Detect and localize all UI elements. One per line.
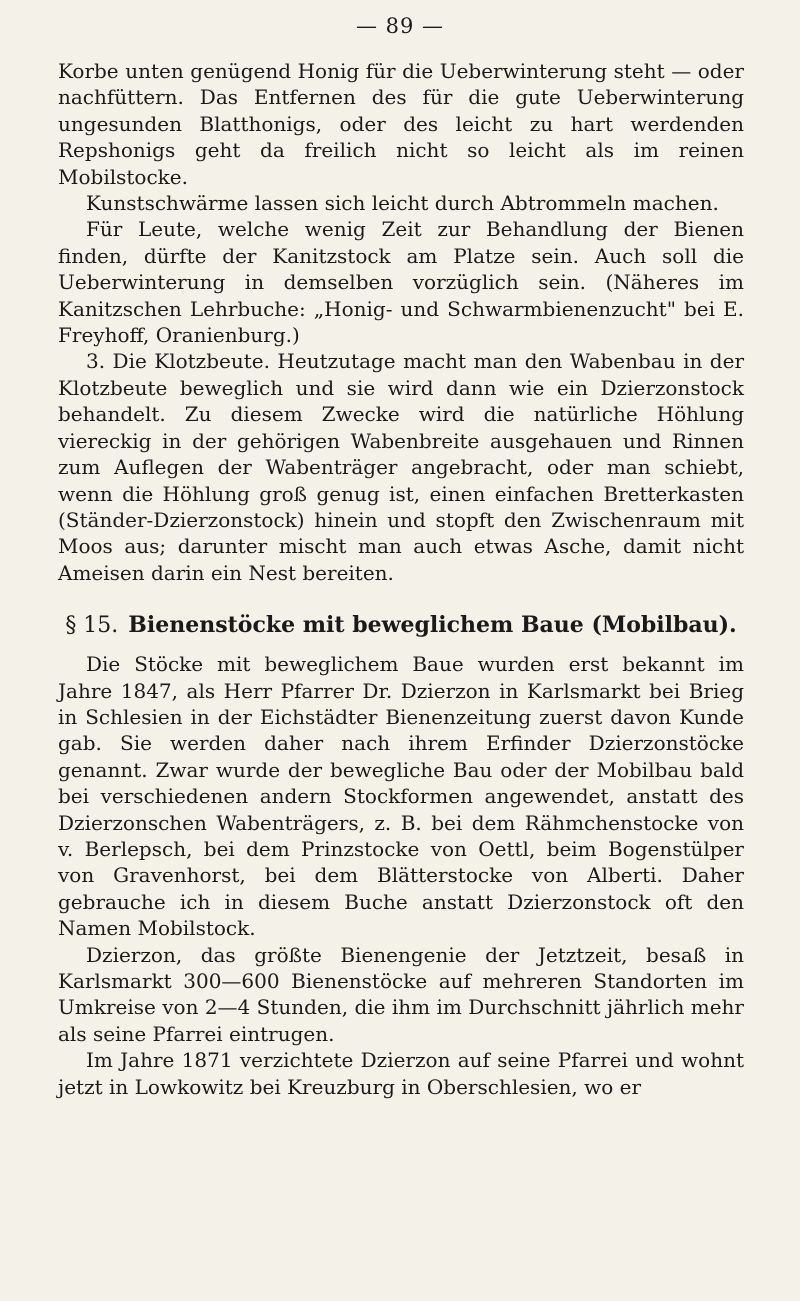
paragraph: Dzierzon, das größte Bienengenie der Jetztzeit, besaß in Karlsmarkt 300—600 Bienenstöcke auf mehreren Standorten im Umkreise von 2—4 Stunden, die ihm im Durchschnitt jährlich mehr als seine Pfarrei eintrugen. <box>58 942 744 1046</box>
paragraph: Im Jahre 1871 verzichtete Dzierzon auf seine Pfarrei und wohnt jetzt in Lowkowitz bei Kreuzburg in Oberschlesien, wo er <box>58 1048 744 1099</box>
section-title: Bienenstöcke mit beweglichem Baue (Mobilbau). <box>128 612 737 639</box>
section-number: § 15. <box>65 613 119 639</box>
page-number: — 89 — <box>355 14 445 38</box>
paragraph: Korbe unten genügend Honig für die Ueberwinterung steht — oder nachfüttern. Das Entfernen des für die gute Ueberwinterung ungesunden Blatthonigs, oder des leicht zu hart werdenden Repshonigs geht da freilich nicht so leicht als im reinen Mobilstocke. <box>58 59 744 189</box>
section-heading <box>58 610 744 641</box>
body-text <box>58 58 744 1100</box>
paragraph: Kunstschwärme lassen sich leicht durch Abtrommeln machen. <box>86 191 719 216</box>
paragraph: Für Leute, welche wenig Zeit zur Behandlung der Bienen finden, dürfte der Kanitzstock am Platze sein. Auch soll die Ueberwinterung in demselben vorzüglich sein. (Näheres im Kanitzschen Lehrbuche: „Honig- und Schwarmbienenzucht" bei E. Freyhoff, Oranienburg.) <box>58 217 744 348</box>
paragraph: Die Stöcke mit beweglichem Baue wurden erst bekannt im Jahre 1847, als Herr Pfarrer Dr. Dzierzon in Karlsmarkt bei Brieg in Schlesien in der Eichstädter Bienenzeitung zuerst davon Kunde gab. Sie werden daher nach ihrem Erfinder Dzierzonstöcke genannt. Zwar wurde der bewegliche Bau oder der Mobilbau bald bei verschiedenen andern Stockformen angewendet, anstatt des Dzierzonschen Wabenträgers, z. B. bei dem Rähmchenstocke von v. Berlepsch, bei dem Prinzstocke von Oettl, beim Bogenstülper von Gravenhorst, bei dem Blätterstocke von Alberti. Daher gebrauche ich in diesem Buche anstatt Dzierzonstock oft den Namen Mobilstock. <box>58 652 744 941</box>
paragraph: 3. Die Klotzbeute. Heutzutage macht man den Wabenbau in der Klotzbeute beweglich und sie wird dann wie ein Dzierzonstock behandelt. Zu diesem Zwecke wird die natürliche Höhlung viereckig in der gehörigen Wabenbreite ausgehauen und Rinnen zum Auflegen der Wabenträger angebracht, oder man schiebt, wenn die Höhlung groß genug ist, einen einfachen Bretterkasten (Ständer-Dzierzonstock) hinein und stopft den Zwischenraum mit Moos aus; darunter mischt man auch etwas Asche, damit nicht Ameisen darin ein Nest bereiten. <box>58 349 744 585</box>
